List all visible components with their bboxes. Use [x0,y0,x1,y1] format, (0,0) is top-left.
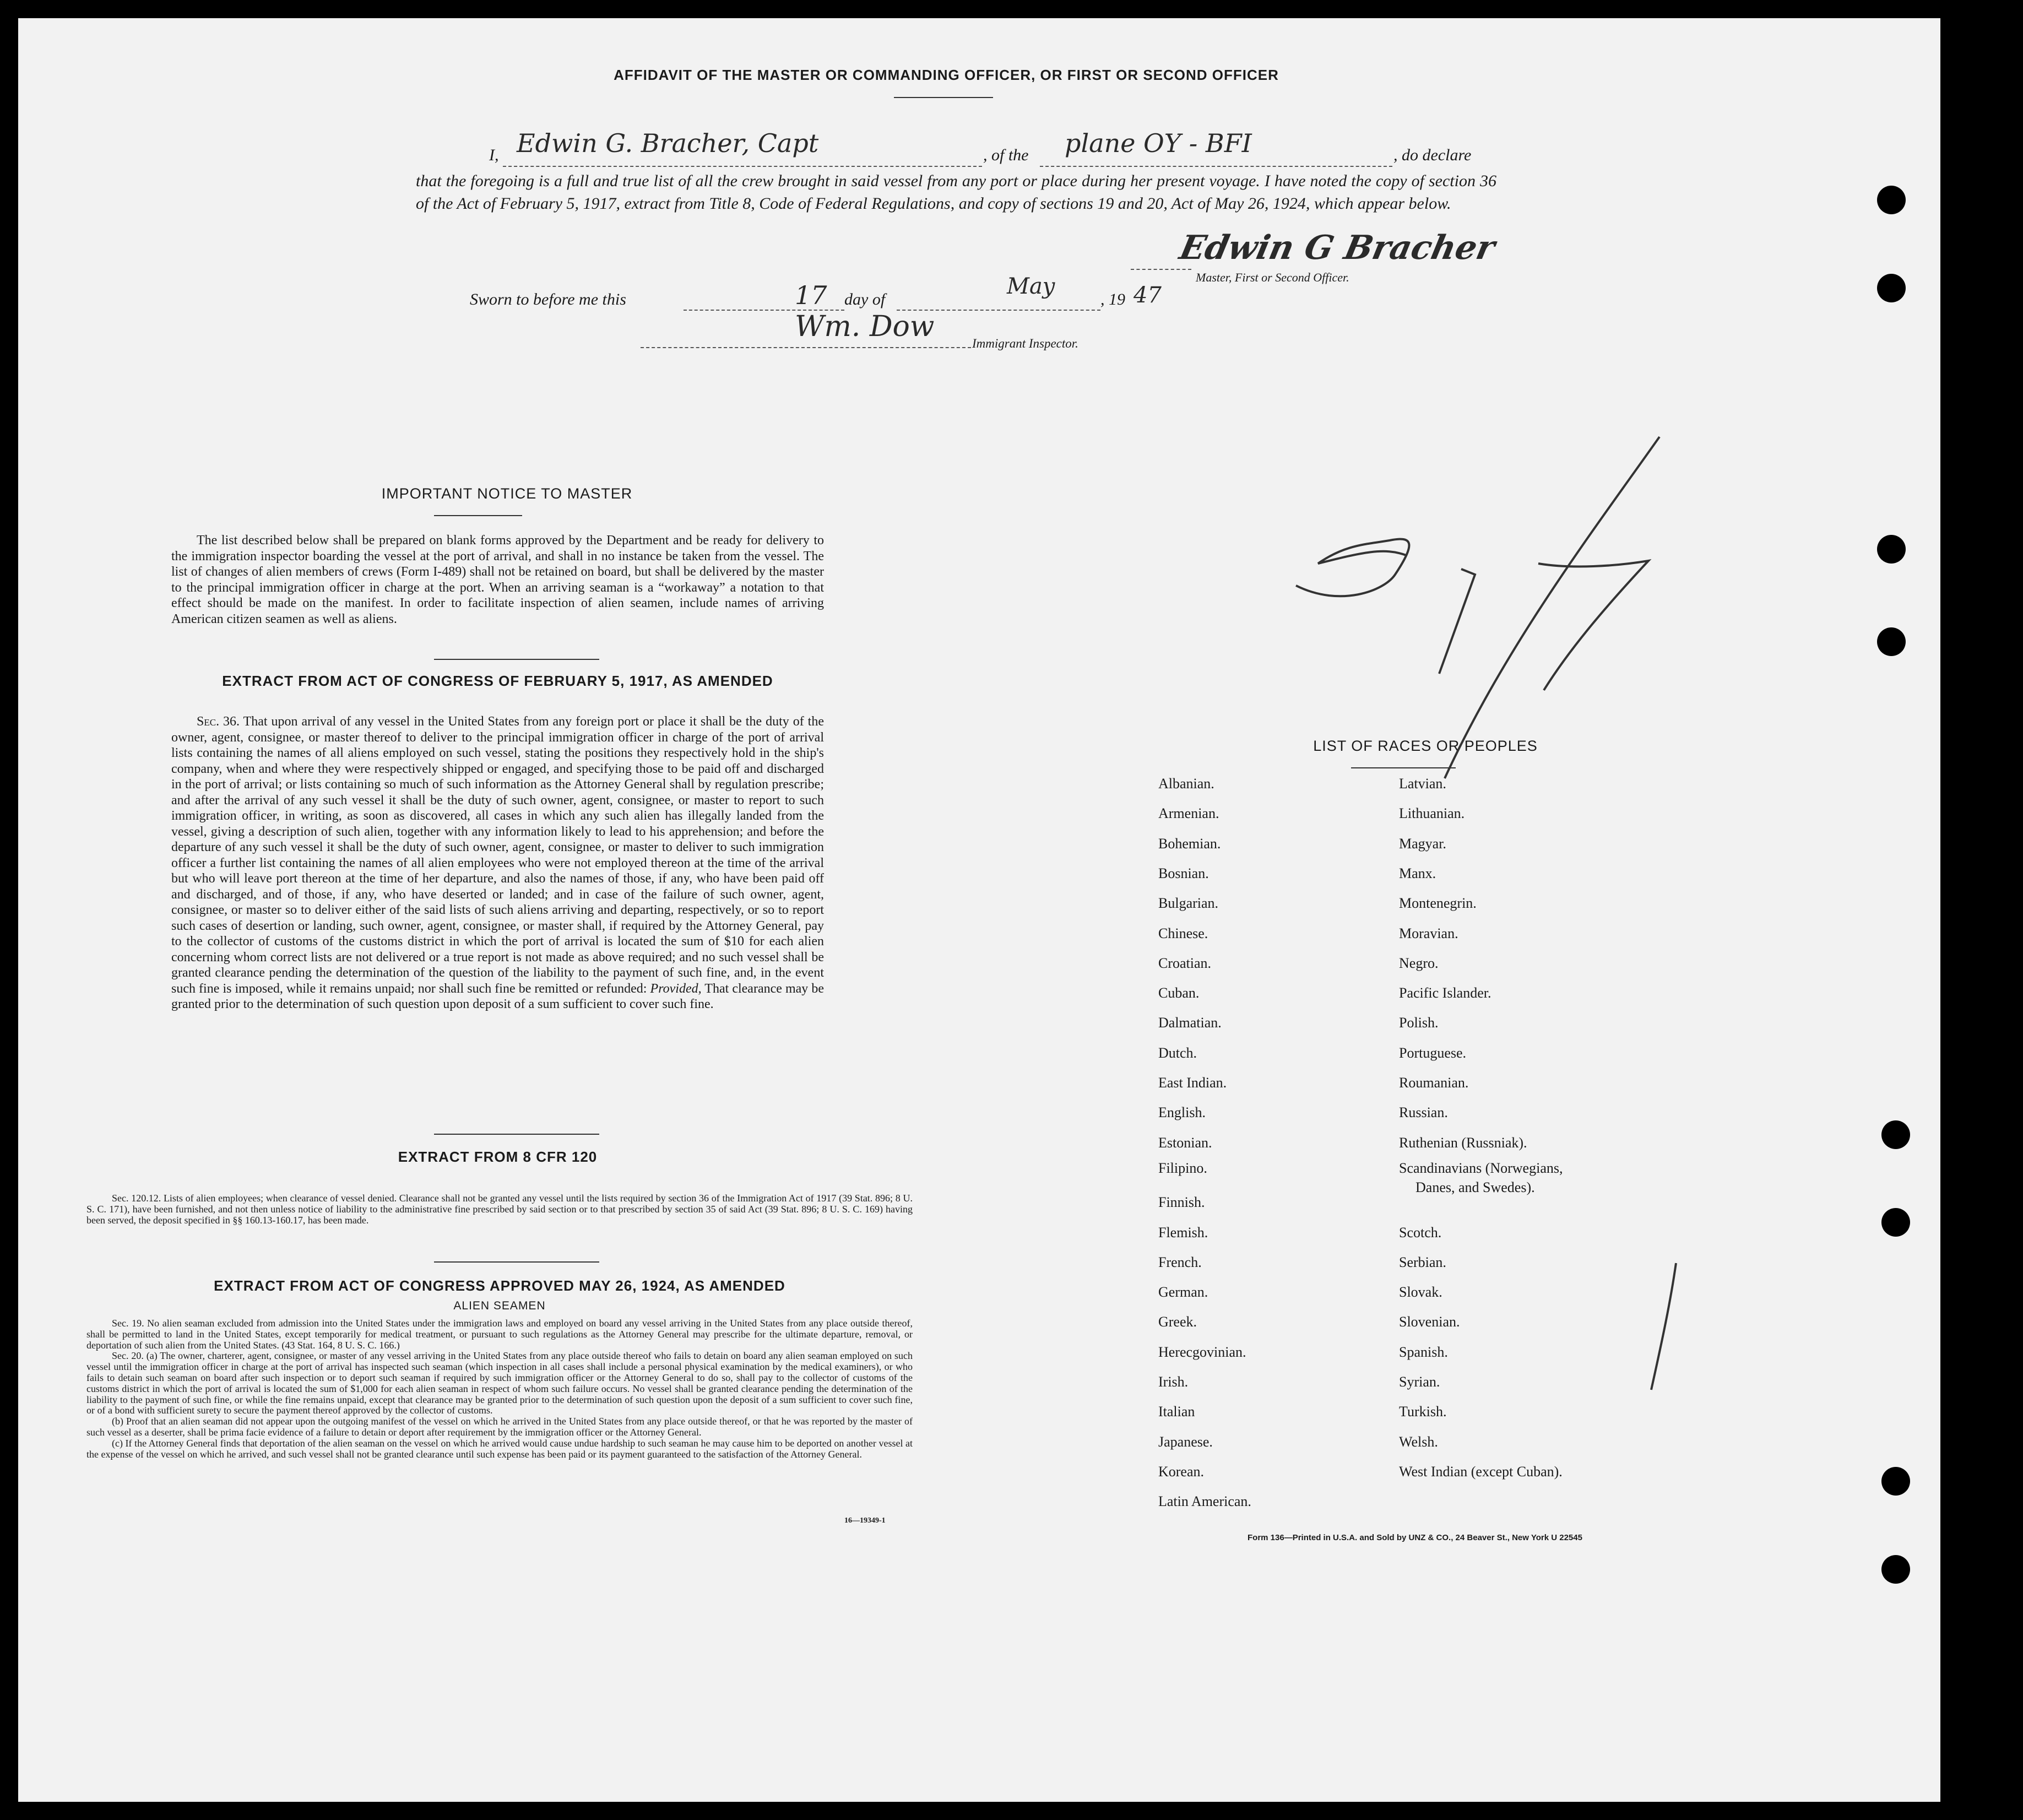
pencil-tick [1651,1263,1676,1390]
race-item: West Indian (except Cuban). [1399,1463,1563,1480]
master-name-handwritten: Edwin G. Bracher, Capt [517,128,819,158]
race-item: Pacific Islander. [1399,985,1492,1001]
extract1917-text [171,714,824,1012]
race-item: Negro. [1399,955,1439,971]
provided-text: That clearance may be granted prior to the determination of such question upon deposit of a sum sufficient to cover such fine. [171,981,825,1011]
race-item: Croatian. [1158,955,1212,971]
vessel-name-handwritten: plane OY - BFI [1065,128,1252,158]
form-sheet [18,18,1940,1802]
punch-hole [1877,535,1906,564]
race-item: Slovenian. [1399,1314,1460,1330]
handwritten-mark-svg [1285,426,1726,822]
pencil-stroke-7 [1538,561,1648,690]
race-item: Scotch. [1399,1224,1442,1241]
race-item: Armenian. [1158,805,1219,822]
race-item: German. [1158,1284,1208,1301]
race-item: Dalmatian. [1158,1015,1222,1031]
race-item: Cuban. [1158,985,1200,1001]
race-item: Chinese. [1158,925,1208,941]
race-item: Latin American. [1158,1493,1251,1510]
signature-lead-dots [1131,269,1191,270]
race-item: Roumanian. [1399,1075,1469,1091]
sworn-text: Sworn to before me this [470,290,626,308]
race-item: French. [1158,1254,1202,1270]
punch-hole [1877,627,1906,656]
race-item: Portuguese. [1399,1044,1467,1061]
cfr-title: EXTRACT FROM 8 CFR 120 [398,1149,598,1165]
name-line [503,166,982,167]
race-item: Manx. [1399,865,1436,881]
race-item: Scandinavians (Norwegians, [1399,1160,1563,1176]
race-item: Herecgovinian. [1158,1344,1246,1360]
printer-footer: Form 136—Printed in U.S.A. and Sold by UNZ & CO., 24 Beaver St., New York U 22545 [1248,1533,1582,1542]
vessel-line [1040,166,1392,167]
race-item: Bulgarian. [1158,895,1219,912]
sec20c-text: (c) If the Attorney General finds that deportation of the alien seaman on the vessel on which he arrived would cause undue hardship to such seaman he may cause him to be deported on another vessel at the expense of the vessel on which he arrived, and such vessel shall not be granted clearance until such expense has been paid or its payment guaranteed to the satisfaction of the Attorney General. [86,1437,913,1460]
affidavit-body: that the foregoing is a full and true list of all the crew brought in said vessel from any port or place during her present voyage. I have noted the copy of section 36 of the Act of February 5, 1917, extract from Title 8, Code of Federal Regulations, and copy of sections 19 and 20, Act of May 26, 1924, which appear below. [416,172,1496,213]
day-of-text: day of [844,290,886,308]
race-item: Spanish. [1399,1344,1448,1360]
section-divider-1 [434,659,599,660]
race-item: Dutch. [1158,1044,1197,1061]
provided-label: Provided, [650,981,702,996]
notice-divider [434,515,522,516]
race-item: Filipino. [1158,1160,1207,1176]
race-item: Latvian. [1399,776,1446,792]
race-item: Greek. [1158,1314,1197,1330]
punch-hole [1881,1120,1910,1149]
affidavit-i: I, [489,146,499,164]
inspector-line [641,347,971,348]
race-item: Bohemian. [1158,835,1221,852]
races-title: LIST OF RACES OR PEOPLES [1313,738,1538,754]
sworn-day-handwritten: 17 [795,280,827,310]
punch-hole [1881,1208,1910,1237]
inspector-caption: Immigrant Inspector. [972,337,1078,350]
affidavit-declare: , do declare [1393,146,1472,164]
race-item: Moravian. [1399,925,1458,941]
punch-hole [1881,1467,1910,1496]
form-number: 16—19349-1 [844,1516,886,1525]
race-item: Estonian. [1158,1134,1212,1151]
extract1924-text [86,1318,913,1460]
race-item: Polish. [1399,1015,1439,1031]
race-item: Serbian. [1399,1254,1446,1270]
section-divider-3 [434,1261,599,1263]
race-item: Irish. [1158,1374,1189,1390]
pencil-stroke-1 [1439,569,1475,674]
alien-seamen-subtitle: ALIEN SEAMEN [453,1299,546,1312]
race-item: Korean. [1158,1463,1205,1480]
punch-hole [1877,186,1906,214]
pencil-stroke-5 [1296,539,1409,597]
sec36-body: That upon arrival of any vessel in the United States from any foreign port or place it shall be the duty of the owner, agent, consignee, or master thereof to deliver to the principal immigration officer in charge of the port of arrival lists containing the names of all aliens employed on such vessel, stating the positions they respectively hold in the ship's company, when and where they were respectively shipped or engaged, and specifying those to be paid off and discharged in the port of arrival; or lists containing so much of such information as the Attorney General shall by regulation prescribe; and after the arrival of any such vessel it shall be the duty of such owner, agent, consignee, or master to report to such immigration officer, in writing, as soon as discovered, all cases in which any such alien has illegally landed from the vessel, giving a description of such alien, together with any information likely to lead to his apprehension; and before the departure of any such vessel it shall be the duty of such owner, agent, consignee, or master to deliver to such immigration officer a further list containing the names of all alien employees who were not employed thereon at the time of the arrival but who will leave port thereon at the time of her departure, and also the names of those, if any, who have been paid off and discharged, and of those, if any, who have deserted or landed; and in case of the failure of such owner, agent, consignee, or master so to deliver either of the said lists of such aliens arriving and departing, respectively, or so to report such cases of desertion or landing, such owner, agent, consignee, or master shall, if required by the Attorney General, pay to the collector of customs of the customs district in which the port of arrival is located the sum of $10 for each alien concerning whom correct lists are not delivered or a true report is not made as above required; and no such vessel shall be granted clearance pending the determination of the question of the liability to the payment of such fine, and, in the event such fine is imposed, while it remains unpaid; nor shall such fine be remitted or refunded: [171,714,824,996]
race-item: Bosnian. [1158,865,1209,881]
sec20b-text: (b) Proof that an alien seaman did not appear upon the outgoing manifest of the vessel on which he arrived in the United States from any place outside thereof, or that he was reported by the master of such vessel as a deserter, shall be prima facie evidence of a failure to detain or deport after requirement by the immigration officer or the Attorney General. [86,1416,913,1438]
sec20a-text: Sec. 20. (a) The owner, charterer, agent, consignee, or master of any vessel arriving in the United States from any place outside thereof who fails to detain on board any alien seaman employed on such vessel until the immigration officer in charge at the port of arrival has inspected such seaman (which inspection in all cases shall include a personal physical examination by the medical examiners), or who fails to detain such seaman on board after such inspection or to deport such seaman if required by such immigration officer or the Attorney General to do so, shall pay to the collector of customs of the customs district in which the port of arrival is located the sum of $1,000 for each alien seaman in respect of whom such failure occurs. No vessel shall be granted clearance pending the determination of the liability to the payment of such fine, or while the fine remains unpaid, except that clearance may be granted prior to the determination of such question upon the deposit of a sum sufficient to cover such fine, or of a bond with sufficient surety to secure the payment thereof approved by the collector of customs. [86,1350,913,1416]
title-divider [894,97,993,98]
race-item: Syrian. [1399,1374,1440,1390]
cfr-text: Sec. 120.12. Lists of alien employees; when clearance of vessel denied. Clearance shall not be granted any vessel until the lists required by section 36 of the Immigration Act of 1917 (39 Stat. 896; 8 U. S. C. 171), have been furnished, and not then unless notice of liability to the administrative fine prescribed by said section or to that prescribed by section 35 of said Act (39 Stat. 896; 8 U. S. C. 169) having been served, the deposit specified in §§ 160.13-160.17, has been made. [86,1193,913,1226]
race-item: Welsh. [1399,1433,1438,1450]
notice-text: The list described below shall be prepared on blank forms approved by the Department and be ready for delivery to the immigration inspector boarding the vessel at the port of arrival, and shall in no instance be taken from the vessel. The list of changes of alien members of crews (Form I-489) shall not be retained on board, but shall be delivered by the master to the principal immigration officer in charge at the port. When an arriving seaman is a “workaway” a notation to that effect should be made on the manifest. In order to facilitate inspection of alien seamen, include names of arriving American citizen seamen as well as aliens. [171,533,824,626]
punch-hole [1877,274,1906,302]
race-item: Finnish. [1158,1194,1205,1211]
race-item: Montenegrin. [1399,895,1477,912]
race-item: Albanian. [1158,776,1214,792]
section-divider-2 [434,1134,599,1135]
master-signature: Edwin G Bracher [1176,229,1499,267]
notice-title: IMPORTANT NOTICE TO MASTER [381,485,633,502]
race-item: Flemish. [1158,1224,1208,1241]
race-item: Italian [1158,1404,1195,1420]
punch-hole [1881,1555,1910,1584]
pencil-stroke-slash [1445,437,1659,778]
race-item: Japanese. [1158,1433,1213,1450]
sworn-month-handwritten: May [1007,274,1055,299]
affidavit-title: AFFIDAVIT OF THE MASTER OR COMMANDING OFFICER, OR FIRST OR SECOND OFFICER [614,67,1279,83]
race-item: Ruthenian (Russniak). [1399,1134,1527,1151]
sworn-year-handwritten: 47 [1133,283,1162,308]
sec19-text: Sec. 19. No alien seaman excluded from admission into the United States under the immigration laws and employed on board any vessel arriving in the United States from any place outside thereof, shall be permitted to land in the United States, except temporarily for medical treatment, or pursuant to such regulations as the Attorney General may prescribe for the ultimate departure, removal, or deportation of such alien from the United States. (43 Stat. 164, 8 U. S. C. 166.) [86,1318,913,1351]
race-item: Danes, and Swedes). [1415,1179,1535,1195]
race-item: Slovak. [1399,1284,1442,1301]
race-item: Russian. [1399,1104,1448,1121]
race-item: Turkish. [1399,1404,1447,1420]
race-item: Lithuanian. [1399,805,1465,822]
extract1917-title: EXTRACT FROM ACT OF CONGRESS OF FEBRUARY 5, 1917, AS AMENDED [222,673,773,689]
race-item: English. [1158,1104,1206,1121]
sec36-label: Sec. 36. [197,714,240,729]
affidavit-of-the: , of the [983,146,1029,164]
signature-caption: Master, First or Second Officer. [1196,270,1349,284]
race-item: Magyar. [1399,835,1446,852]
race-item: East Indian. [1158,1075,1227,1091]
extract1924-title: EXTRACT FROM ACT OF CONGRESS APPROVED MAY 26, 1924, AS AMENDED [214,1277,785,1294]
year-prefix: , 19 [1100,290,1125,308]
pencil-tick-svg [1643,1258,1687,1395]
inspector-signature: Wm. Dow [795,310,935,343]
